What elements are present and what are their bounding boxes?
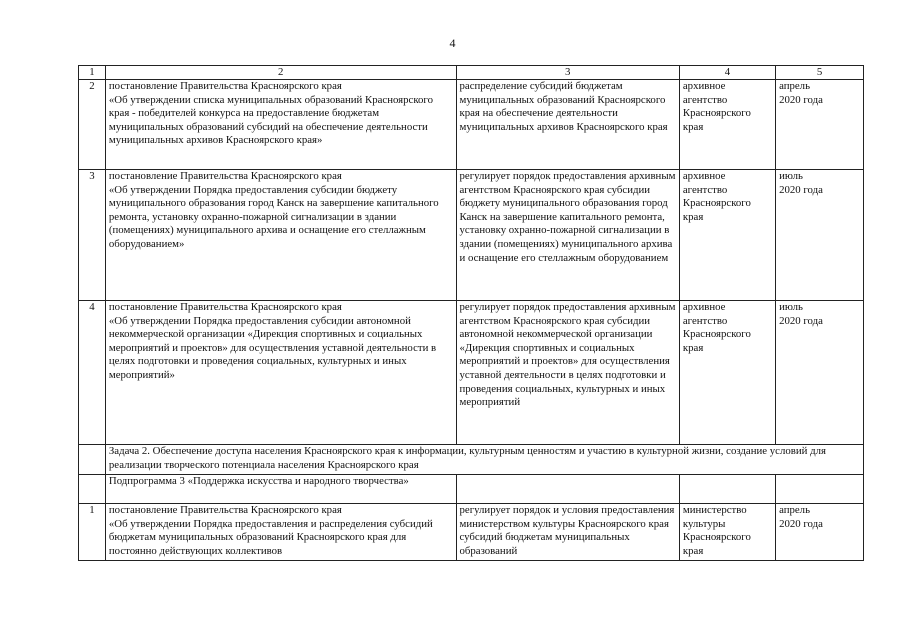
task-text: Задача 2. Обеспечение доступа населения Красноярского края к информации, культурным ценностям и участию в культурной жизни, создание условий для реализации творческого потенциала населения Красноярского края: [105, 445, 863, 475]
page-number: 4: [449, 36, 456, 50]
executor: архивное агентство Красноярского края: [679, 301, 775, 445]
deadline: апрель 2020 года: [776, 80, 864, 170]
empty-cell: [776, 475, 864, 504]
legal-act: постановление Правительства Красноярского края «Об утверждении Порядка предоставления субсидии автономной некоммерческой организации «Дирекция спортивных и социальных мероприятий и проектов» для осуществления уставной деятельности в целях подготовки и проведения социальных, культурных и иных мероприятий»: [105, 301, 456, 445]
legal-act: постановление Правительства Красноярского края «Об утверждении Порядка предоставления субсидии бюджету муниципального образования город Канск на завершение капитального ремонта, установку охранно-пожарной сигнализации в здании (помещениях) муниципального архива и оснащение его стеллажным оборудованием»: [105, 170, 456, 301]
table-row: [79, 80, 864, 170]
executor: архивное агентство Красноярского края: [679, 80, 775, 170]
task-row: [79, 445, 864, 475]
act-content: регулирует порядок и условия предоставления министерством культуры Красноярского края субсидий бюджетам муниципальных образований: [456, 504, 679, 561]
deadline: июль 2020 года: [776, 301, 864, 445]
table-row: [79, 301, 864, 445]
table-row: [79, 170, 864, 301]
header-cell: 3: [456, 66, 679, 80]
legal-act: постановление Правительства Красноярского края «Об утверждении Порядка предоставления и распределения субсидий бюджетам муниципальных образований Красноярского края для постоянно действующих коллективов: [105, 504, 456, 561]
legal-act: постановление Правительства Красноярского края «Об утверждении списка муниципальных образований Красноярского края - победителей конкурса на предоставление бюджетам муниципальных образований субсидий на обеспечение деятельности муниципальных архивов Красноярского края»: [105, 80, 456, 170]
row-number: 3: [79, 170, 106, 301]
executor: архивное агентство Красноярского края: [679, 170, 775, 301]
subprogram-row: [79, 475, 864, 504]
row-number: 2: [79, 80, 106, 170]
empty-cell: [79, 475, 106, 504]
header-cell: 1: [79, 66, 106, 80]
header-cell: 4: [679, 66, 775, 80]
act-content: распределение субсидий бюджетам муниципальных образований Красноярского края на обеспечение деятельности муниципальных архивов Красноярского края: [456, 80, 679, 170]
deadline: июль 2020 года: [776, 170, 864, 301]
header-cell: 2: [105, 66, 456, 80]
header-cell: 5: [776, 66, 864, 80]
regulations-table: [78, 65, 864, 561]
row-number: 1: [79, 504, 106, 561]
subprogram-title: Подпрограмма 3 «Поддержка искусства и народного творчества»: [105, 475, 456, 504]
table-row: [79, 504, 864, 561]
act-content: регулирует порядок предоставления архивным агентством Красноярского края субсидии бюджету муниципального образования город Канск на завершение капитального ремонта, установку охранно-пожарной сигнализации в здании (помещениях) муниципального архива и оснащение его стеллажным оборудованием: [456, 170, 679, 301]
empty-cell: [456, 475, 679, 504]
table-header-row: [79, 66, 864, 80]
deadline: апрель 2020 года: [776, 504, 864, 561]
empty-cell: [79, 445, 106, 475]
executor: министерство культуры Красноярского края: [679, 504, 775, 561]
act-content: регулирует порядок предоставления архивным агентством Красноярского края субсидии автономной некоммерческой организации «Дирекция спортивных и социальных мероприятий и проектов» для осуществления уставной деятельности в целях подготовки и проведения социальных, культурных и иных мероприятий: [456, 301, 679, 445]
row-number: 4: [79, 301, 106, 445]
empty-cell: [679, 475, 775, 504]
